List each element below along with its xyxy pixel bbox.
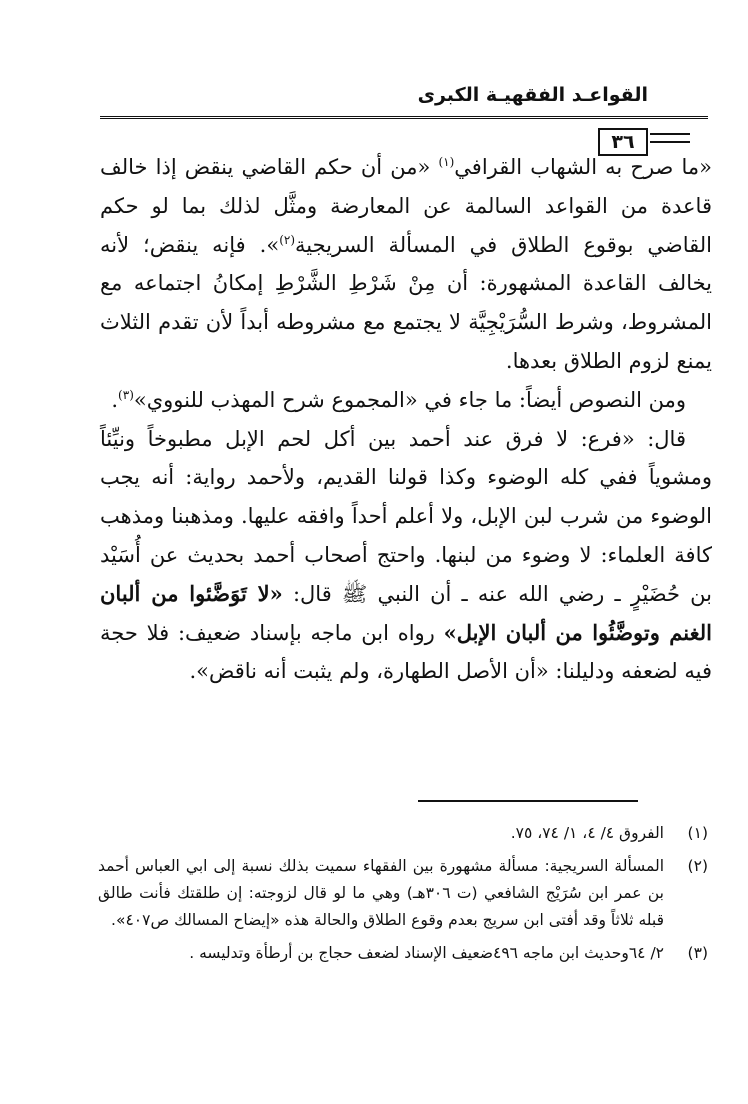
main-text: [100, 148, 712, 691]
paragraph-1-part-c: ». فإنه ينقض؛ لأنه يخالف القاعدة المشهورة: أن مِنْ شَرْطِ الشَّرْطِ إمكانُ اجتماعه مع المشروط، وشرط السُّرَيْجِيَّة لا يجتمع مع مشروطه أبداً لأن تقدم الثلاث يمنع لزوم الطلاق بعدها.: [100, 232, 712, 373]
footnotes: [98, 820, 708, 973]
paragraph-2-part-b: .: [111, 387, 119, 412]
paragraph-2-part-a: ومن النصوص أيضاً: ما جاء في «المجموع شرح المهذب للنووي»: [133, 387, 686, 412]
paragraph-3-part-a: قال: «فرع: لا فرق عند أحمد بين أكل لحم الإبل مطبوخاً ونيِّئاً ومشوياً ففي كله الوضوء وكذا قولنا القديم، ولأحمد رواية: أنه يجب الوضوء من شرب لبن الإبل، ولا أعلم أحداً وافقه عليها. ومذهبنا ومذهب كافة العلماء: لا وضوء من لبنها. واحتج أصحاب أحمد بحديث عن أُسَيْد بن حُضَيْرٍ ـ رضي الله عنه ـ أن النبي ﷺ قال:: [100, 426, 712, 606]
paragraph-1-part-b: «من أن حكم القاضي ينقض إذا خالف قاعدة من القواعد السالمة عن المعارضة ومثَّل لذلك بما لو حكم القاضي بوقوع الطلاق في المسألة السريجية: [100, 155, 712, 257]
paragraph-2: [100, 381, 712, 420]
footnote-number: (٣): [687, 944, 708, 962]
footnote-3: [98, 940, 708, 967]
footnote-number: (١): [687, 824, 708, 842]
footnote-number: (٢): [687, 857, 708, 875]
paragraph-1: [100, 148, 712, 381]
footnote-ref-2: (٢): [279, 232, 296, 247]
footnote-text: الفروق ٤/ ٤، ١/ ٧٤، ٧٥.: [510, 824, 664, 842]
footnote-text: ٢/ ٦٤وحديث ابن ماجه ٤٩٦ضعيف الإسناد لضعف حجاج بن أرطأة وتدليسه .: [189, 944, 664, 962]
footnote-ref-3: (٣): [118, 387, 134, 402]
footnote-separator: [418, 800, 638, 802]
page-number: ٣٦: [598, 128, 648, 156]
paragraph-3-part-b: رواه ابن ماجه بإسناد ضعيف: فلا حجة فيه لضعفه ودليلنا: «أن الأصل الطهارة، ولم يثبت أنه ناقض».: [100, 620, 712, 684]
hadith-quote: «لا تَوَضَّئوا من ألبان الغنم وتوضَّئُوا من ألبان الإبل»: [100, 580, 712, 645]
footnote-ref-1: (١): [438, 155, 455, 169]
footnote-text: المسألة السريجية: مسألة مشهورة بين الفقهاء سميت بذلك نسبة إلى ابي العباس أحمد بن عمر ابن سُرَيْج الشافعي (ت ٣٠٦هـ) وهي ما لو قال لزوجته: إن طلقتك فأنت طالق قبله ثلاثاً وقد أفتى ابن سريج بعدم وقوع الطلاق والحالة هذه «إيضاح المسالك ص٤٠٧».: [98, 857, 664, 929]
paragraph-3: [100, 420, 712, 692]
header-double-rule: [100, 116, 708, 119]
paragraph-1-part-a: «ما صرح به الشهاب القرافي: [454, 155, 712, 179]
footnote-1: [98, 820, 708, 847]
running-header: [100, 80, 648, 108]
running-header-title: القواعـد الفقهيـة الكبرى: [417, 84, 648, 106]
page-number-ornament: [650, 133, 690, 143]
footnote-2: [98, 853, 708, 934]
